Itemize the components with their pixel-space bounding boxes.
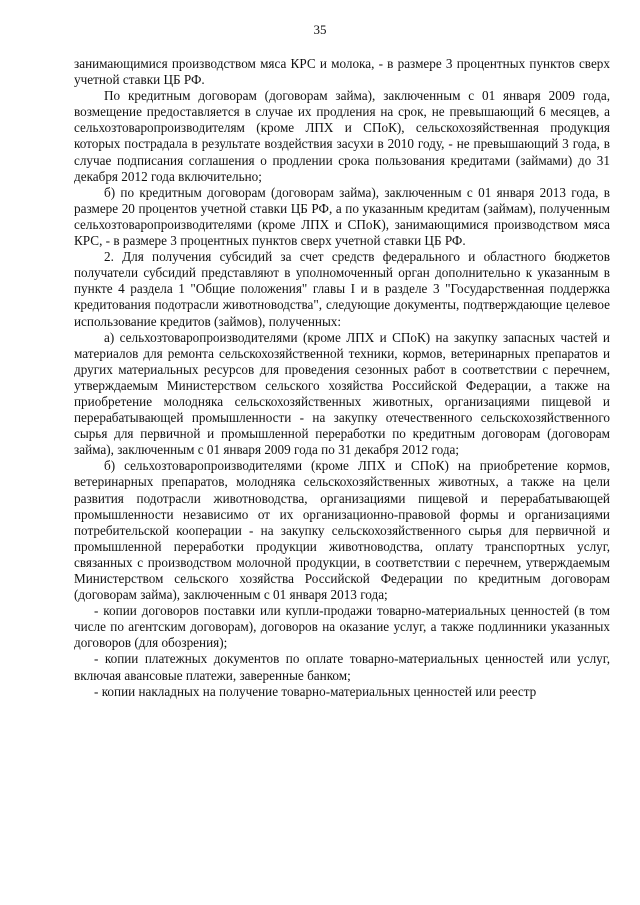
paragraph-item-b: б) сельхозтоваропроизводителями (кроме ЛПХ и СПоК) на приобретение кормов, ветеринарных препаратов, молодняка сельскохозяйственных животных, а также на цели развития подотрасли животноводства, организациями пищевой и перерабатывающей промышленности независимо от их организационно-правовой формы и организациями потребительской кооперации - на закупку сельскохозяйственного сырья для первичной и промышленной переработки продукции животноводства, оплату транспортных услуг, связанных с производством молочной продукции, в соответствии с перечнем, утверждаемым Министерством сельского хозяйства Российской Федерации по кредитным договорам (договорам займа), заключенным с 01 января 2013 года; [74,458,610,603]
paragraph-continuation: занимающимися производством мяса КРС и молока, - в размере 3 процентных пунктов сверх учетной ставки ЦБ РФ. [74,56,610,88]
list-item-contracts: - копии договоров поставки или купли-продажи товарно-материальных ценностей (в том числе по агентским договорам), договоров на оказание услуг, а также подлинники указанных договоров (для обозрения); [74,603,610,651]
list-item-invoices: - копии накладных на получение товарно-материальных ценностей или реестр [94,683,537,699]
paragraph-item-b-2013: б) по кредитным договорам (договорам займа), заключенным с 01 января 2013 года, в размере 20 процентов учетной ставки ЦБ РФ, а по указанным кредитам (займам), полученным сельхозтоваропроизводителями (кроме ЛПХ и СПоК), занимающимися производством мяса КРС, - в размере 3 процентных пунктов сверх учетной ставки ЦБ РФ. [74,184,610,249]
list-item-payment-docs: - копии платежных документов по оплате товарно-материальных ценностей или услуг, включая авансовые платежи, заверенные банком; [74,651,610,683]
paragraph-extension-terms: По кредитным договорам (договорам займа), заключенным с 01 января 2009 года, возмещение предоставляется в случае их продления на срок, не превышающий 6 месяцев, а сельхозтоваропроизводителям (кроме ЛПХ и СПоК), сельскохозяйственная продукция которых пострадала в результате воздействия засухи в 2010 году, - не превышающий 3 года, в случае подписания соглашения о продлении срока пользования кредитами (займами) до 31 декабря 2012 года включительно; [74,88,610,184]
paragraph-section-2-intro: 2. Для получения субсидий за счет средств федерального и областного бюджетов получатели субсидий представляют в уполномоченный орган дополнительно к указанным в пункте 4 раздела 1 "Общие положения" главы I и в разделе 3 "Государственная поддержка кредитования подотрасли животноводства", следующие документы, подтверждающие целевое использование кредитов (займов), полученных: [74,249,610,329]
document-body [74,56,610,700]
paragraph-item-a: а) сельхозтоваропроизводителями (кроме ЛПХ и СПоК) на закупку запасных частей и материалов для ремонта сельскохозяйственной техники, кормов, ветеринарных препаратов и других материальных ресурсов для проведения сезонных работ в соответствии с перечнем, утверждаемым Министерством сельского хозяйства Российской Федерации, а также на приобретение молодняка сельскохозяйственных животных, организациями пищевой и перерабатывающей промышленности - на закупку отечественного сельскохозяйственного сырья для первичной и промышленной переработки по кредитным договорам (договорам займа), заключенным с 01 января 2009 года по 31 декабря 2012 года; [74,329,610,458]
page-number: 35 [313,22,327,37]
